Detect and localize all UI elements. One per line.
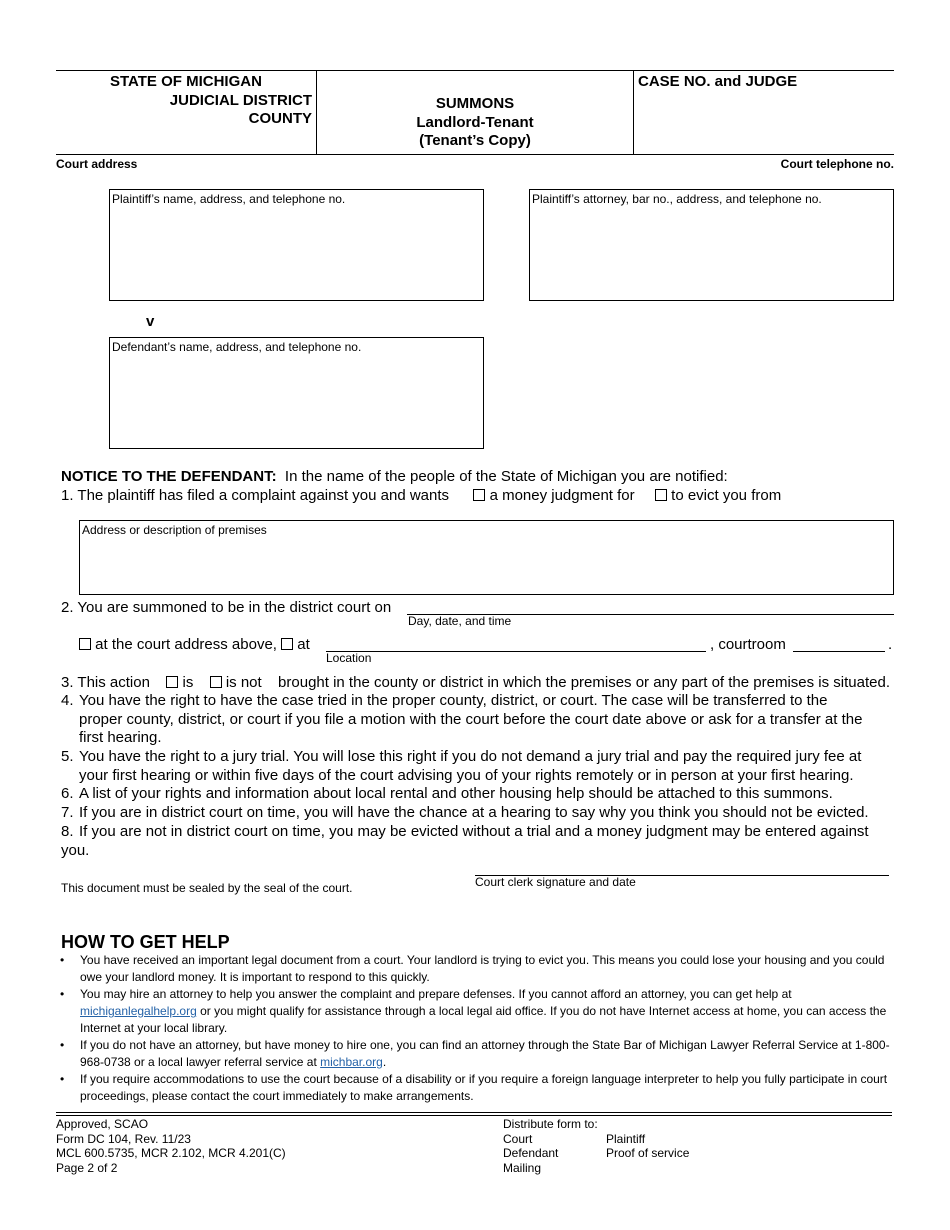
item-1-text: The plaintiff has filed a complaint against you and wants <box>77 487 450 504</box>
help-heading: HOW TO GET HELP <box>61 932 230 952</box>
is-label: is <box>182 674 194 691</box>
help-item-2-text-b: or you might qualify for assistance through a local legal aid office. If you do not have Internet access at home, you can access the Internet at your local library. <box>80 1004 887 1035</box>
notice-intro-text: In the name of the people of the State of Michigan you are notified: <box>284 468 728 485</box>
location-field[interactable] <box>326 636 706 652</box>
item-5-line-1: You have the right to a jury trial. You will lose this right if you do not demand a jury trial and pay the required jury fee at <box>79 748 862 765</box>
attorney-box[interactable] <box>529 189 894 301</box>
distribute-proof-of-service: Proof of service <box>606 1146 690 1161</box>
money-judgment-label: a money judgment for <box>489 487 635 504</box>
item-5 <box>61 748 901 785</box>
item-4 <box>61 692 901 748</box>
item-6-number: 6. <box>61 785 74 802</box>
other-location-checkbox[interactable] <box>281 638 293 650</box>
distribute-label: Distribute form to: <box>503 1117 598 1131</box>
michbar-link[interactable]: michbar.org <box>320 1055 383 1069</box>
item-8-number: 8. <box>61 823 74 840</box>
notice-intro <box>61 468 728 485</box>
distribute-court: Court <box>503 1131 533 1146</box>
location-label: Location <box>326 651 372 665</box>
distribute-plaintiff: Plaintiff <box>606 1131 646 1146</box>
help-item-3-text-b: . <box>382 1055 387 1069</box>
courtroom-label: , courtroom <box>710 636 786 653</box>
item-7-number: 7. <box>61 804 74 821</box>
clerk-signature-label: Court clerk signature and date <box>475 875 636 889</box>
footer-rule-1 <box>56 1112 892 1113</box>
help-item-1-text: You have received an important legal document from a court. Your landlord is trying to evict you. This means you could lose your housing and you could owe your landlord money. It is important to respond to this quickly. <box>80 953 885 984</box>
case-no-label: CASE NO. and JUDGE <box>638 73 798 90</box>
item-3-text-a: This action <box>77 674 150 691</box>
courtroom-field[interactable] <box>793 636 885 652</box>
court-date-field[interactable] <box>407 599 894 615</box>
header-divider-right <box>633 71 634 155</box>
day-date-time-label: Day, date, and time <box>408 614 512 628</box>
item-5-number: 5. <box>61 748 74 765</box>
footer-distribution <box>503 1117 598 1175</box>
court-address-option: at the court address above, <box>95 636 277 653</box>
item-3-number: 3. <box>61 674 74 691</box>
district-label: JUDICIAL DISTRICT <box>169 91 312 109</box>
courtroom-period: . <box>888 636 893 653</box>
page-number: Page 2 of 2 <box>56 1160 118 1175</box>
form-title <box>317 95 633 151</box>
item-4-line-1: You have the right to have the case tried in the proper county, district, or court. The case will be transferred to the <box>79 692 828 709</box>
is-checkbox[interactable] <box>166 676 178 688</box>
help-list <box>60 952 890 1105</box>
court-phone-label: Court telephone no. <box>780 157 894 171</box>
item-6-text: A list of your rights and information about local rental and other housing help should be attached to this summons. <box>79 785 833 802</box>
at-label: at <box>297 636 310 653</box>
court-address-checkbox[interactable] <box>79 638 91 650</box>
item-1 <box>61 487 911 504</box>
help-item-4-text: If you require accommodations to use the court because of a disability or if you require a foreign language interpreter to help you fully participate in court proceedings, please contact the court immediately to make arrangements. <box>80 1072 888 1103</box>
plaintiff-box-label: Plaintiff’s name, address, and telephone no. <box>112 192 346 206</box>
mcl-reference: MCL 600.5735, MCR 2.102, MCR 4.201(C) <box>56 1146 286 1161</box>
item-4-line-3: first hearing. <box>79 729 162 746</box>
evict-label: to evict you from <box>671 487 782 504</box>
header-top-rule <box>56 70 894 71</box>
notice-heading: NOTICE TO THE DEFENDANT: <box>61 468 277 485</box>
seal-notice: This document must be sealed by the seal of the court. <box>61 881 353 895</box>
item-4-line-2: proper county, district, or court if you file a motion with the court before the court date above or ask for a transfer at the <box>79 710 863 728</box>
plaintiff-box[interactable] <box>109 189 484 301</box>
summons-subtitle: Landlord-Tenant <box>416 113 534 131</box>
item-7 <box>61 804 901 823</box>
state-label: STATE OF MICHIGAN <box>110 73 262 90</box>
help-item-3-text-a: If you do not have an attorney, but have money to hire one, you can find an attorney through the State Bar of Michigan Lawyer Referral Service at 1-800-968-0738 or a local lawyer referral service at <box>80 1038 890 1069</box>
court-jurisdiction <box>60 73 312 129</box>
michiganlegalhelp-link[interactable]: michiganlegalhelp.org <box>80 1004 197 1018</box>
versus-label: v <box>146 313 155 330</box>
help-item-3 <box>60 1037 890 1071</box>
summons-copy: (Tenant’s Copy) <box>419 132 531 149</box>
attorney-box-label: Plaintiff’s attorney, bar no., address, and telephone no. <box>532 192 822 206</box>
item-2 <box>61 599 391 616</box>
item-2-text: You are summoned to be in the district court on <box>77 599 392 616</box>
header-bottom-rule <box>56 154 894 155</box>
item-3 <box>61 674 921 691</box>
item-3-text-b: brought in the county or district in which the premises or any part of the premises is situated. <box>278 674 891 691</box>
is-not-checkbox[interactable] <box>210 676 222 688</box>
clerk-signature-field[interactable] <box>475 860 889 876</box>
summons-title: SUMMONS <box>435 95 515 112</box>
premises-box[interactable] <box>79 520 894 595</box>
item-8 <box>61 823 901 860</box>
footer-distribution-2 <box>606 1132 689 1161</box>
distribute-defendant: Defendant <box>503 1146 559 1161</box>
county-label: COUNTY <box>248 110 312 127</box>
premises-box-label: Address or description of premises <box>82 523 267 537</box>
help-item-1 <box>60 952 890 986</box>
money-judgment-checkbox[interactable] <box>473 489 485 501</box>
approved-label: Approved, SCAO <box>56 1117 149 1131</box>
item-6 <box>61 785 901 804</box>
distribute-mailing: Mailing <box>503 1160 542 1175</box>
form-number: Form DC 104, Rev. 11/23 <box>56 1131 191 1146</box>
item-5-line-2: your first hearing or within five days of the court advising you of your rights remotely or in person at your first hearing. <box>79 766 854 784</box>
footer-rule-2 <box>56 1115 892 1116</box>
defendant-box[interactable] <box>109 337 484 449</box>
item-4-number: 4. <box>61 692 74 709</box>
is-not-label: is not <box>225 674 262 691</box>
help-item-2 <box>60 986 890 1037</box>
defendant-box-label: Defendant’s name, address, and telephone no. <box>112 340 362 354</box>
help-item-4 <box>60 1071 890 1105</box>
item-7-text: If you are in district court on time, you will have the chance at a hearing to say why you think you should not be evicted. <box>79 804 869 821</box>
help-item-2-text-a: You may hire an attorney to help you answer the complaint and prepare defenses. If you cannot afford an attorney, you can get help at <box>80 987 792 1001</box>
evict-checkbox[interactable] <box>655 489 667 501</box>
item-2-number: 2. <box>61 599 74 616</box>
item-8-text: If you are not in district court on time, you may be evicted without a trial and a money judgment may be entered against you. <box>61 823 869 859</box>
item-1-number: 1. <box>61 487 74 504</box>
footer-left <box>56 1117 286 1175</box>
court-address-label: Court address <box>56 157 138 171</box>
